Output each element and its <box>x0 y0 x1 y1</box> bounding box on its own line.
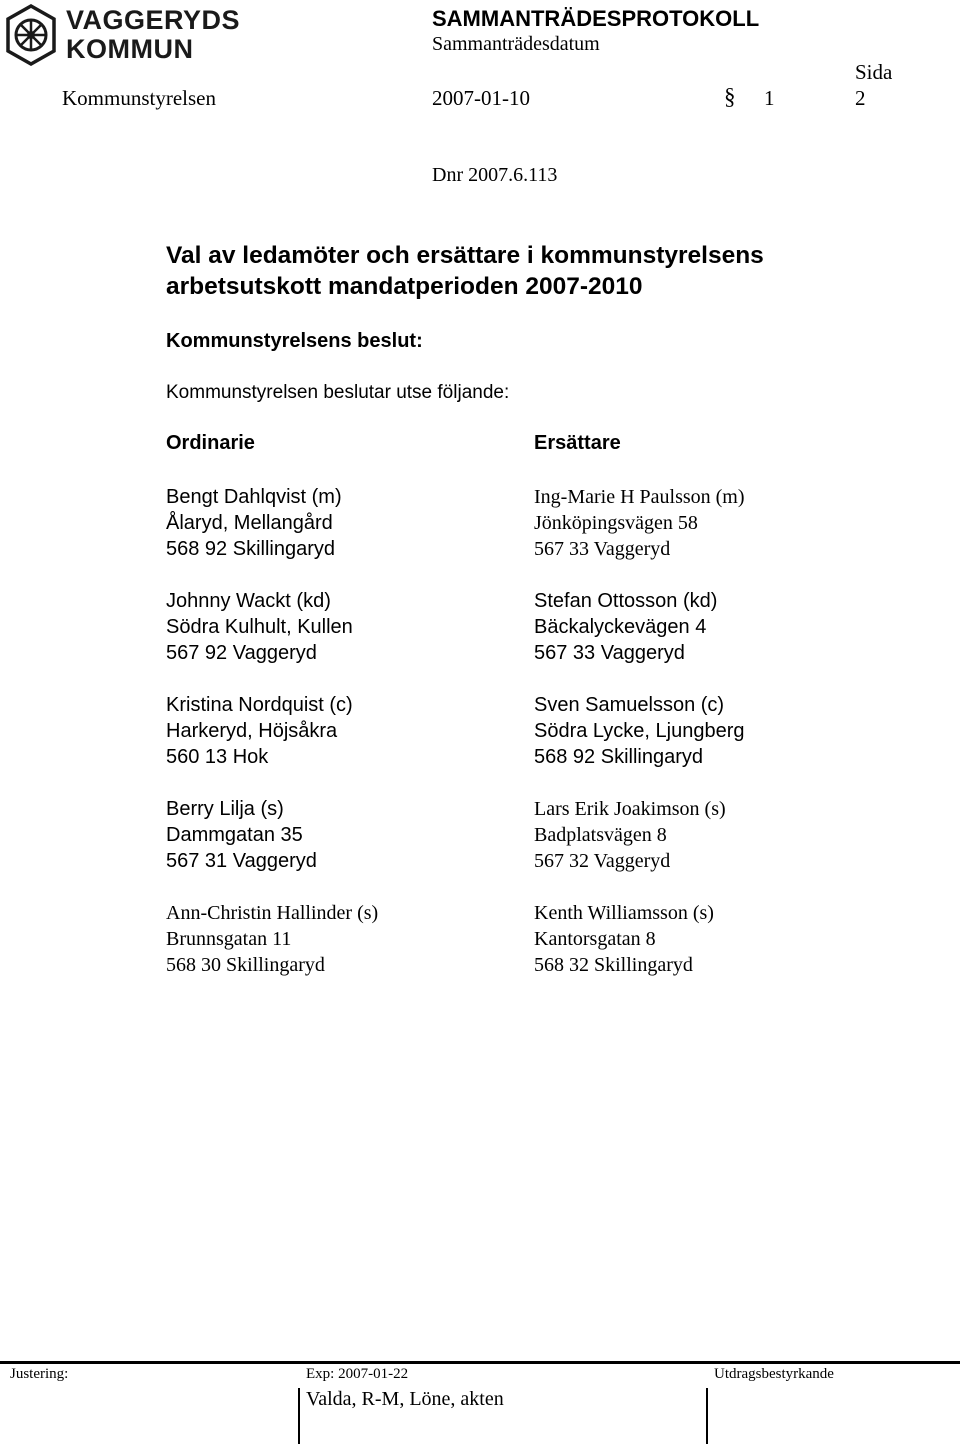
substitute-member <box>534 796 726 874</box>
document-title: Val av ledamöter och ersättare i kommunstyrelsens arbetsutskott mandatperioden 2007-2010 <box>166 242 764 300</box>
extract-certification-label: Utdragsbestyrkande <box>714 1366 834 1382</box>
municipality-logo <box>4 4 241 66</box>
member-postal: 567 33 Vaggeryd <box>534 642 685 664</box>
substitute-member <box>534 900 714 978</box>
member-postal: 568 92 Skillingaryd <box>534 746 703 768</box>
substitute-member <box>534 484 745 562</box>
member-address: Brunnsgatan 11 <box>166 928 292 950</box>
member-address: Jönköpingsvägen 58 <box>534 512 698 534</box>
footer-divider-right <box>706 1388 708 1444</box>
logo-text-line1: VAGGERYDS <box>66 5 241 35</box>
meeting-date-label: Sammanträdesdatum <box>432 33 600 55</box>
member-name: Stefan Ottosson (kd) <box>534 590 718 612</box>
logo-text-line2: KOMMUN <box>66 34 194 64</box>
member-address: Badplatsvägen 8 <box>534 824 667 846</box>
member-name: Kenth Williamsson (s) <box>534 902 714 924</box>
member-postal: 568 30 Skillingaryd <box>166 954 325 976</box>
municipality-emblem-icon <box>4 4 58 66</box>
substitute-column-heading: Ersättare <box>534 432 621 454</box>
member-postal: 568 32 Skillingaryd <box>534 954 693 976</box>
committee-name: Kommunstyrelsen <box>62 86 216 110</box>
paragraph-number: 1 <box>764 86 775 110</box>
decision-intro: Kommunstyrelsen beslutar utse följande: <box>166 382 510 403</box>
ordinary-column-heading: Ordinarie <box>166 432 255 454</box>
member-name: Bengt Dahlqvist (m) <box>166 486 342 508</box>
member-postal: 567 92 Vaggeryd <box>166 642 317 664</box>
substitute-member <box>534 588 717 666</box>
protocol-title: SAMMANTRÄDESPROTOKOLL <box>432 6 760 31</box>
member-name: Ann-Christin Hallinder (s) <box>166 902 379 924</box>
member-name: Johnny Wackt (kd) <box>166 590 331 612</box>
ordinary-member <box>166 692 353 770</box>
ordinary-member <box>166 900 378 978</box>
member-address: Dammgatan 35 <box>166 824 303 846</box>
member-name: Kristina Nordquist (c) <box>166 694 353 716</box>
member-name: Berry Lilja (s) <box>166 798 284 820</box>
member-address: Södra Kulhult, Kullen <box>166 616 353 638</box>
member-postal: 567 32 Vaggeryd <box>534 850 671 872</box>
ordinary-member <box>166 484 342 562</box>
page-label: Sida <box>855 60 893 84</box>
dispatch-date: Exp: 2007-01-22 <box>306 1366 409 1382</box>
member-address: Kantorsgatan 8 <box>534 928 656 950</box>
member-address: Harkeryd, Höjsåkra <box>166 720 338 742</box>
member-postal: 560 13 Hok <box>166 746 269 768</box>
decision-heading: Kommunstyrelsens beslut: <box>166 330 423 352</box>
member-name: Lars Erik Joakimson (s) <box>534 798 726 820</box>
ordinary-member <box>166 796 317 874</box>
paragraph-symbol: § <box>724 84 736 109</box>
member-postal: 567 33 Vaggeryd <box>534 538 671 560</box>
member-address: Ålaryd, Mellangård <box>166 512 333 534</box>
footer-divider <box>0 1361 960 1364</box>
member-postal: 567 31 Vaggeryd <box>166 850 317 872</box>
member-name: Ing-Marie H Paulsson (m) <box>534 486 745 508</box>
distribution-list: Valda, R-M, Löne, akten <box>306 1388 504 1410</box>
member-address: Södra Lycke, Ljungberg <box>534 720 745 742</box>
diary-number: Dnr 2007.6.113 <box>432 164 558 186</box>
member-name: Sven Samuelsson (c) <box>534 694 725 716</box>
ordinary-member <box>166 588 353 666</box>
member-postal: 568 92 Skillingaryd <box>166 538 335 560</box>
member-address: Bäckalyckevägen 4 <box>534 616 707 638</box>
footer-divider-left <box>298 1388 300 1444</box>
page-number: 2 <box>855 86 866 110</box>
substitute-member <box>534 692 745 770</box>
justering-label: Justering: <box>10 1366 69 1382</box>
meeting-date: 2007-01-10 <box>432 86 530 110</box>
